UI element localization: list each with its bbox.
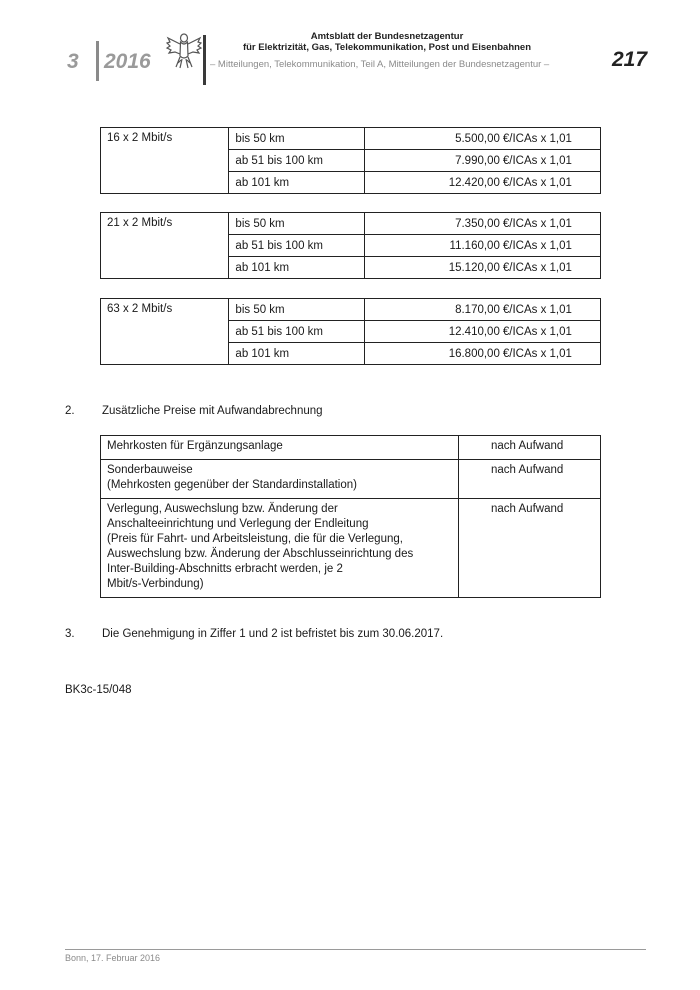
distance-cell: ab 101 km — [229, 257, 364, 279]
price-unit: €/ICAs x 1,01 — [502, 239, 572, 252]
description-line: Auswechslung bzw. Änderung der Abschlusseinrichtung des — [107, 548, 414, 560]
price-cell — [364, 172, 600, 194]
speed-cell: 63 x 2 Mbit/s — [101, 299, 229, 365]
issue-year: 2016 — [104, 50, 151, 73]
price-cell — [364, 343, 600, 365]
rate-table-16x2 — [100, 127, 601, 194]
description-cell — [101, 460, 459, 499]
gazette-title-line1: Amtsblatt der Bundesnetzagentur — [310, 31, 464, 42]
price-value: 12.410,00 — [448, 325, 500, 338]
price-value: 11.160,00 — [449, 239, 500, 252]
description-cell — [101, 499, 459, 598]
price-unit: €/ICAs x 1,01 — [502, 176, 572, 189]
header-divider — [96, 41, 99, 81]
issue-number: 3 — [67, 50, 79, 73]
reference-number: BK3c-15/048 — [65, 684, 132, 696]
section-number: 3. — [65, 628, 75, 640]
description-cell — [101, 436, 459, 460]
speed-cell: 16 x 2 Mbit/s — [101, 128, 229, 194]
price-value: 7.350,00 — [455, 217, 500, 230]
description-line: Mehrkosten für Ergänzungsanlage — [107, 440, 283, 452]
price-cell — [364, 299, 600, 321]
description-line: (Mehrkosten gegenüber der Standardinstallation) — [107, 479, 357, 491]
price-unit: €/ICAs x 1,01 — [502, 261, 572, 274]
description-line: (Preis für Fahrt- und Arbeitsleistung, die für die Verlegung, — [107, 533, 403, 545]
gazette-subtitle: – Mitteilungen, Telekommunikation, Teil A, Mitteilungen der Bundesnetzagentur – — [210, 59, 550, 70]
section-title: Zusätzliche Preise mit Aufwandabrechnung — [102, 405, 323, 417]
price-unit: €/ICAs x 1,01 — [502, 325, 572, 338]
header-divider-emblem — [203, 35, 206, 85]
gazette-title — [212, 31, 562, 53]
price-cell — [364, 235, 600, 257]
price-value: 8.170,00 — [455, 303, 500, 316]
section-text: Die Genehmigung in Ziffer 1 und 2 ist befristet bis zum 30.06.2017. — [102, 628, 444, 640]
price-value: 7.990,00 — [455, 154, 500, 167]
federal-eagle-icon — [165, 30, 203, 70]
table-row — [101, 460, 601, 499]
cost-cell: nach Aufwand — [459, 436, 601, 460]
price-cell — [364, 150, 600, 172]
description-line: Mbit/s-Verbindung) — [107, 578, 204, 590]
price-cell — [364, 213, 600, 235]
gazette-title-line2: für Elektrizität, Gas, Telekommunikation, Post und Eisenbahnen — [242, 42, 532, 53]
price-value: 16.800,00 — [448, 347, 500, 360]
description-line: Sonderbauweise — [107, 464, 193, 476]
price-value: 12.420,00 — [448, 176, 500, 189]
price-cell — [364, 257, 600, 279]
price-value: 15.120,00 — [448, 261, 500, 274]
section-number: 2. — [65, 405, 75, 417]
speed-cell: 21 x 2 Mbit/s — [101, 213, 229, 279]
distance-cell: ab 51 bis 100 km — [229, 150, 364, 172]
description-line: Inter-Building-Abschnitts erbracht werden, je 2 — [107, 563, 343, 575]
distance-cell: ab 101 km — [229, 343, 364, 365]
price-unit: €/ICAs x 1,01 — [502, 132, 572, 145]
price-value: 5.500,00 — [455, 132, 500, 145]
table-row — [101, 213, 601, 235]
table-row — [101, 436, 601, 460]
page-number: 217 — [612, 48, 648, 71]
cost-cell: nach Aufwand — [459, 460, 601, 499]
cost-cell: nach Aufwand — [459, 499, 601, 598]
price-unit: €/ICAs x 1,01 — [502, 217, 572, 230]
price-unit: €/ICAs x 1,01 — [502, 347, 572, 360]
additional-prices-table — [100, 435, 601, 598]
distance-cell: bis 50 km — [229, 213, 364, 235]
price-cell — [364, 321, 600, 343]
table-row — [101, 499, 601, 598]
rate-table-21x2 — [100, 212, 601, 279]
description-line: Verlegung, Auswechslung bzw. Änderung der — [107, 503, 338, 515]
footer-divider — [65, 949, 646, 950]
distance-cell: ab 51 bis 100 km — [229, 235, 364, 257]
distance-cell: bis 50 km — [229, 128, 364, 150]
distance-cell: ab 101 km — [229, 172, 364, 194]
rate-table-63x2 — [100, 298, 601, 365]
distance-cell: ab 51 bis 100 km — [229, 321, 364, 343]
footer-date: Bonn, 17. Februar 2016 — [65, 953, 161, 963]
distance-cell: bis 50 km — [229, 299, 364, 321]
table-row — [101, 299, 601, 321]
description-line: Anschalteeinrichtung und Verlegung der Endleitung — [107, 518, 369, 530]
table-row — [101, 128, 601, 150]
price-unit: €/ICAs x 1,01 — [502, 303, 572, 316]
price-cell — [364, 128, 600, 150]
price-unit: €/ICAs x 1,01 — [502, 154, 572, 167]
